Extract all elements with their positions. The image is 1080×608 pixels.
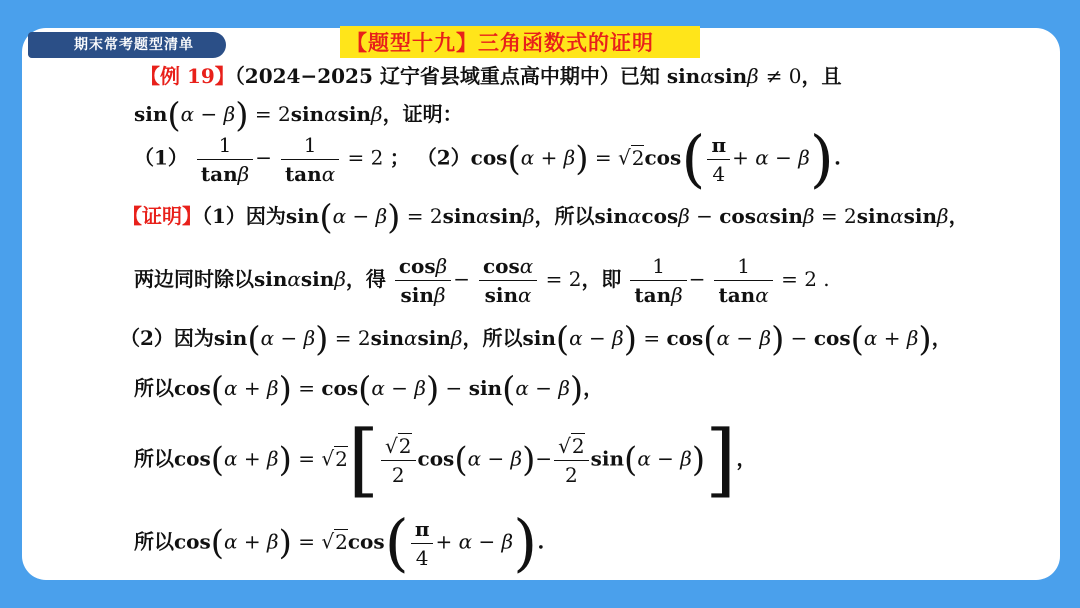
proof-tag: 【证明】: [122, 204, 202, 228]
page-title: 【题型十九】三角函数式的证明: [346, 31, 654, 55]
example-condition: sinαsinβ ≠ 0，且: [666, 64, 842, 88]
fraction: $\frac{\cos\beta}{\sin\beta}$: [395, 252, 451, 309]
proof-text: ，得: [345, 267, 386, 291]
fraction: $\frac{\pi}{4}$: [707, 131, 730, 188]
example-source: （2024−2025 辽宁省县域重点高中期中）已知: [234, 64, 660, 88]
fraction: $\frac{\cos\alpha}{\sin\alpha}$: [479, 252, 537, 309]
fraction: $\frac{1}{\tan\beta}$: [630, 252, 686, 309]
fraction: $\frac{1}{\tan\beta}$: [197, 131, 253, 188]
proof-text: （1）因为: [202, 204, 286, 228]
example-tag: 【例 19】: [140, 64, 235, 88]
proof-line-5: 所以cos(α + β) = √2[ $\frac{√2}{2}$ cos(α − β)− $\frac{√2}{2}$ sin(α − β)]，: [134, 413, 757, 506]
part2-label: （2）: [416, 145, 471, 170]
proof-text: 所以: [134, 529, 174, 554]
fraction: $\frac{1}{\tan\alpha}$: [714, 252, 772, 309]
example-parts: （1） $\frac{1}{\tan\beta}$ − $\frac{1}{\tan\alpha}$ = 2 ； （2）cos(α + β) = √2cos( $\frac{\pi}{4}$ + α − β).: [134, 122, 841, 195]
proof-text: 所以: [134, 446, 174, 471]
proof-line-6: 所以cos(α + β) = √2cos( $\frac{\pi}{4}$ + α − β).: [134, 506, 545, 579]
fraction: $\frac{√2}{2}$: [381, 432, 415, 489]
example-line-2: sin(α − β) = 2sinαsinβ，证明：: [134, 95, 463, 136]
category-badge-label: 期末常考题型清单: [74, 37, 194, 53]
proof-text: ，即: [581, 267, 622, 291]
proof-line-4: 所以cos(α + β) = cos(α − β) − sin(α − β)，: [134, 369, 604, 410]
fraction: $\frac{\pi}{4}$: [411, 515, 434, 572]
fraction: $\frac{1}{\tan\alpha}$: [281, 131, 339, 188]
proof-text: ，所以: [462, 326, 523, 350]
fraction: $\frac{√2}{2}$: [554, 432, 588, 489]
example-line-1: [140, 60, 842, 89]
proof-line-1: 【证明】（1）因为sin(α − β) = 2sinαsinβ，所以sinαcosβ − cosαsinβ = 2sinαsinβ，: [122, 197, 969, 238]
proof-text: 所以: [134, 376, 174, 400]
part1-label: （1）: [134, 145, 188, 170]
proof-text: 两边同时除以: [134, 267, 254, 291]
proof-line-2: 两边同时除以sinαsinβ，得 $\frac{\cos\beta}{\sin\beta}$ − $\frac{\cos\alpha}{\sin\alpha}$ = 2，即 $\frac{1}{\tan\beta}$ − $\frac{1}{\tan\alpha}$ = 2 .: [134, 254, 830, 307]
proof-line-3: （2）因为sin(α − β) = 2sinαsinβ，所以sin(α − β) = cos(α − β) − cos(α + β)，: [120, 319, 952, 360]
proof-text: ，所以: [534, 204, 595, 228]
proof-text: （2）因为: [120, 326, 214, 350]
